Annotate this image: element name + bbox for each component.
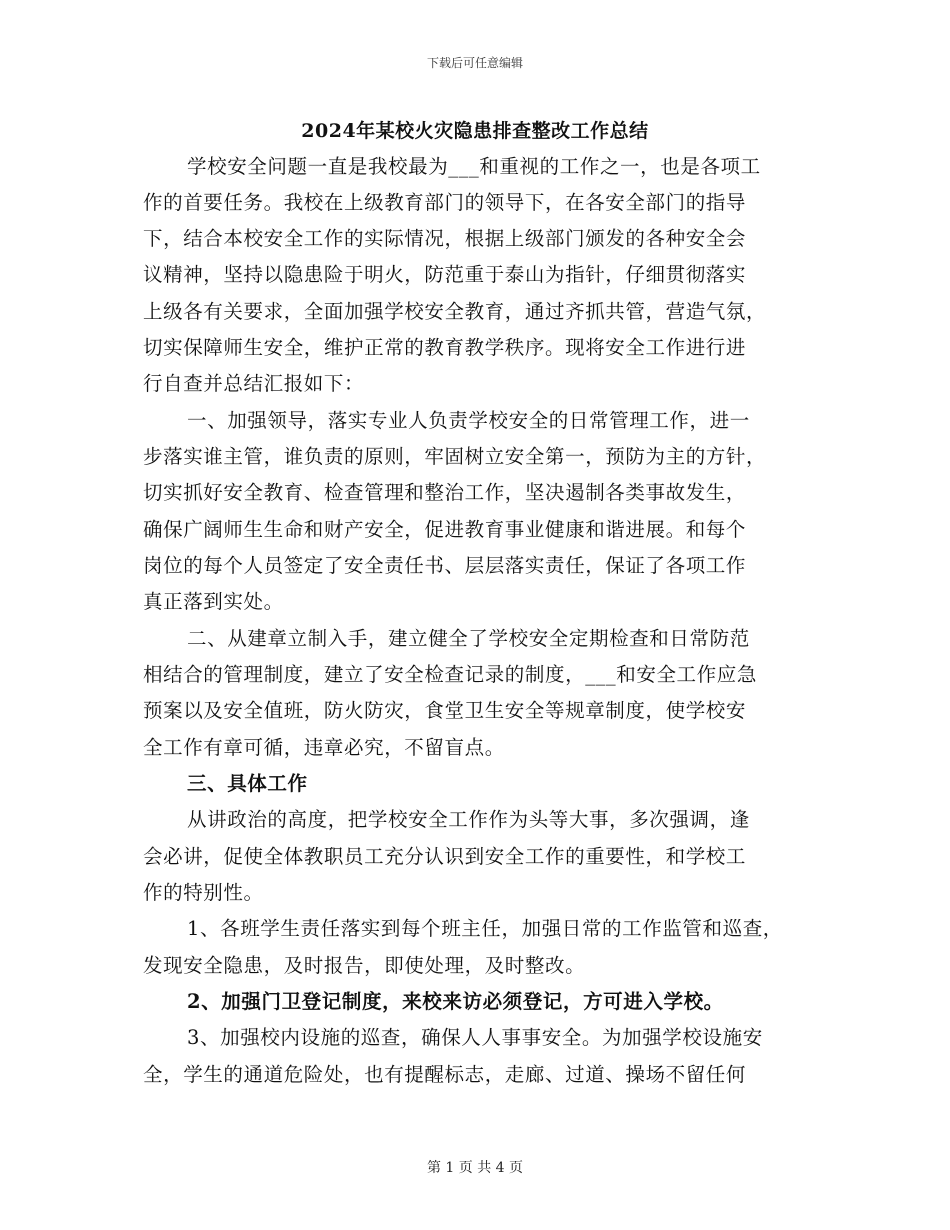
page-footer: 第 1 页 共 4 页 bbox=[426, 1160, 524, 1176]
body-line: 下，结合本校安全工作的实际情况，根据上级部门颁发的各种安全会 bbox=[143, 227, 747, 250]
body-line: 切实抓好安全教育、检查管理和整治工作，坚决遏制各类事故发生， bbox=[143, 481, 747, 504]
body-line: 3、加强校内设施的巡查，确保人人事事安全。为加强学校设施安 bbox=[187, 1026, 763, 1049]
body-line: 学校安全问题一直是我校最为___和重视的工作之一，也是各项工 bbox=[187, 155, 761, 178]
body-line: 上级各有关要求，全面加强学校安全教育，通过齐抓共管，营造气氛， bbox=[143, 300, 767, 323]
body-line: 1、各班学生责任落实到每个班主任，加强日常的工作监管和巡查， bbox=[187, 917, 783, 940]
body-line: 议精神，坚持以隐患险于明火，防范重于泰山为指针，仔细贯彻落实 bbox=[143, 263, 747, 286]
body-line: 全，学生的通道危险处，也有提醒标志，走廊、过道、操场不留任何 bbox=[143, 1063, 747, 1086]
body-line: 从讲政治的高度，把学校安全工作作为头等大事，多次强调，逢 bbox=[187, 808, 750, 831]
body-line: 全工作有章可循，违章必究，不留盲点。 bbox=[143, 736, 505, 759]
body-line: 会必讲，促使全体教职员工充分认识到安全工作的重要性，和学校工 bbox=[143, 845, 747, 868]
body-line: 作的首要任务。我校在上级教育部门的领导下，在各安全部门的指导 bbox=[143, 191, 747, 214]
body-line: 真正落到实处。 bbox=[143, 590, 284, 613]
body-line: 相结合的管理制度，建立了安全检查记录的制度，___和安全工作应急 bbox=[143, 663, 757, 686]
body-line: 发现安全隐患，及时报告，即使处理，及时整改。 bbox=[143, 954, 586, 977]
body-line: 二、从建章立制入手，建立健全了学校安全定期检查和日常防范 bbox=[187, 627, 750, 650]
body-line: 步落实谁主管，谁负责的原则，牢固树立安全第一，预防为主的方针， bbox=[143, 445, 767, 468]
body-line: 作的特别性。 bbox=[143, 881, 264, 904]
page-header-note: 下载后可任意编辑 bbox=[426, 56, 523, 70]
body-line: 切实保障师生安全，维护正常的教育教学秩序。现将安全工作进行进 bbox=[143, 336, 747, 359]
body-line: 岗位的每个人员签定了安全责任书、层层落实责任，保证了各项工作 bbox=[143, 554, 747, 577]
body-line: 确保广阔师生生命和财产安全，促进教育事业健康和谐进展。和每个 bbox=[143, 518, 747, 541]
bold-line: 2、加强门卫登记制度，来校来访必须登记，方可进入学校。 bbox=[187, 990, 724, 1013]
body-line: 一、加强领导，落实专业人负责学校安全的日常管理工作，进一 bbox=[187, 409, 750, 432]
body-line: 预案以及安全值班，防火防灾，食堂卫生安全等规章制度，使学校安 bbox=[143, 699, 747, 722]
body-line: 行自查并总结汇报如下： bbox=[143, 372, 365, 395]
section-heading: 三、具体工作 bbox=[187, 772, 308, 795]
document-title: 2024年某校火灾隐患排查整改工作总结 bbox=[301, 120, 649, 142]
